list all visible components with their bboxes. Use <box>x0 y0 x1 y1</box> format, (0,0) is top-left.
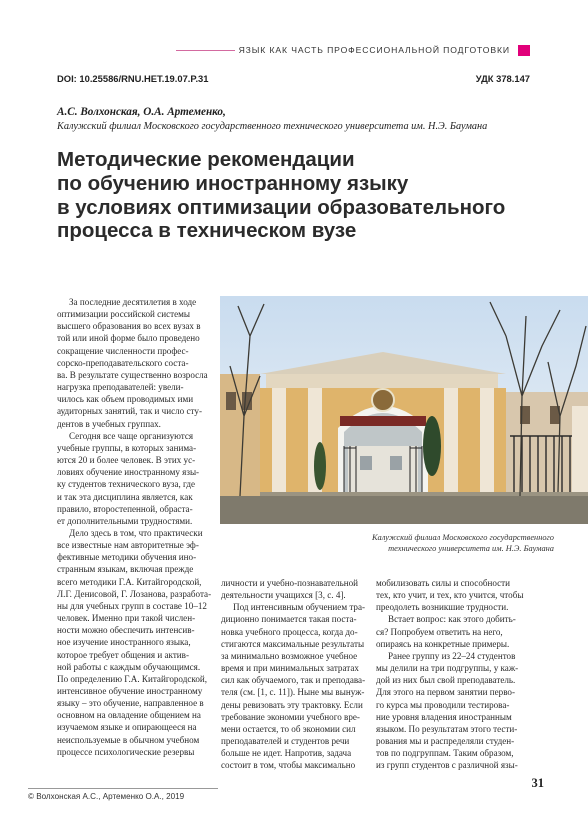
section-title: ЯЗЫК КАК ЧАСТЬ ПРОФЕССИОНАЛЬНОЙ ПОДГОТОВКИ <box>235 44 510 56</box>
text-line: нагрузка преподавателей: увели- <box>57 382 184 393</box>
text-line: учебные группы, в которых занима- <box>57 442 197 453</box>
caption-line: Калужский филиал Московского государственного <box>371 533 554 542</box>
campus-gate-photo <box>220 296 588 524</box>
text-line: правило, второстепенной, обраста- <box>57 503 193 514</box>
text-line: тов по подгруппам. Таким образом, <box>376 748 514 759</box>
text-line: ние уровня владения иностранным <box>376 711 512 722</box>
text-line: теля (см. [1, с. 11]). Ныне мы вынуж- <box>221 687 365 698</box>
section-color-square <box>518 45 530 56</box>
text-line: мобилизовать силы и способности <box>376 578 511 588</box>
text-line: мы делили на три подгруппы, у каж- <box>376 663 519 674</box>
text-line: аудиторных занятий, так и число сту- <box>57 406 202 417</box>
page-number: 31 <box>531 776 544 790</box>
text-line: ловиях обучение иностранному язы- <box>57 467 200 478</box>
text-line: сил как обучаемого, так и преподава- <box>221 675 366 686</box>
text-line: сокращение численности профес- <box>57 345 189 356</box>
text-line: ны для учебных групп в составе 10–12 <box>57 600 207 611</box>
text-line: которое требует общения и актив- <box>57 649 189 660</box>
text-line: деятельности учащихся [3, с. 4]. <box>221 590 346 601</box>
body-column-2 <box>221 577 367 772</box>
text-line: Сегодня все чаще организуются <box>69 430 194 441</box>
text-line: всего методики Г.А. Китайгородской, <box>57 576 202 587</box>
text-line: Дело здесь в том, что практически <box>69 527 203 538</box>
text-line: из групп студентов с различной язы- <box>376 760 518 771</box>
text-line: человек. Именно при такой числен- <box>57 613 196 624</box>
text-line: высшего образования во всех вузах в <box>57 321 201 332</box>
text-line: ся? Попробуем ответить на него, <box>376 626 503 637</box>
text-line: Для этого на первом занятии перво- <box>376 687 515 698</box>
text-line: преодолеть возникшие трудности. <box>376 602 509 613</box>
article-title <box>57 148 557 243</box>
caption-line: технического университета им. Н.Э. Баумана <box>388 544 554 553</box>
figure-caption <box>220 532 554 554</box>
text-line: ное изучение иностранного языка, <box>57 637 191 648</box>
text-line: чилось как объем проводимых ими <box>57 394 194 405</box>
text-line: дой из них был свой преподаватель. <box>376 675 516 686</box>
body-column-1 <box>57 296 212 758</box>
title-line: процесса в техническом вузе <box>57 219 357 243</box>
text-line: больше не идет. Напротив, задача <box>221 748 352 759</box>
text-line: изучаемом языке и опирающееся на <box>57 722 197 733</box>
text-line: Встает вопрос: как этого добить- <box>388 614 516 625</box>
text-line: требование экономии учебного вре- <box>221 711 360 722</box>
title-line: в условиях оптимизации образовательного <box>57 195 506 219</box>
affiliation: Калужский филиал Московского государственного технического университета им. Н.Э. Баумана <box>57 121 488 132</box>
text-line: опираясь на конкретные примеры. <box>376 638 510 649</box>
text-line: личности и учебно-познавательной <box>221 578 358 588</box>
text-line: все известные нам авторитетные эф- <box>57 540 199 551</box>
footer-rule <box>28 788 218 789</box>
title-line: по обучению иностранному языку <box>57 171 409 195</box>
text-line: странным языкам, включая прежде <box>57 564 194 575</box>
doi: DOI: 10.25586/RNU.HET.19.07.P.31 <box>57 73 209 84</box>
text-line: оптимизации российской системы <box>57 309 190 320</box>
text-line: ва. В результате существенно возросла <box>57 369 208 380</box>
text-line: го курса мы проводили тестирова- <box>376 699 510 710</box>
text-line: ет дополнительными трудностями. <box>57 515 193 526</box>
text-line: время и при минимальных затратах <box>221 663 359 674</box>
text-line: за минимально возможное учебное <box>221 650 358 661</box>
text-line: преподавателей и студентов речи <box>221 736 350 747</box>
text-line: Л.Г. Денисовой, Г. Лозанова, разработа- <box>57 588 212 599</box>
text-line: диционно понимается такая поста- <box>221 614 357 625</box>
text-line: тех, кто учит, и тех, кто учится, чтобы <box>376 590 524 601</box>
text-line: мени остается, то об экономии сил <box>221 723 356 734</box>
text-line: той или иной форме было проведено <box>57 333 200 344</box>
text-line: языком. По результатам этого тести- <box>376 723 518 734</box>
body-column-3 <box>376 577 534 772</box>
text-line: ной работы с каждым обучающимся. <box>57 661 201 672</box>
text-line: За последние десятилетия в ходе <box>69 297 197 307</box>
text-line: и так эта дисциплина является, как <box>57 491 193 502</box>
authors: А.С. Волхонская, О.А. Артеменко, <box>57 106 226 118</box>
text-line: основном на овладение общением на <box>57 710 201 721</box>
text-line: состоит в том, чтобы максимально <box>221 760 356 771</box>
text-line: рования мы и распределяли студен- <box>376 736 515 747</box>
text-line: процессе психологические резервы <box>57 746 195 757</box>
text-line: ности можно обеспечить интенсив- <box>57 625 195 636</box>
text-line: Под интенсивным обучением тра- <box>233 602 366 613</box>
text-line: ются 20 и более человек. В этих ус- <box>57 455 196 466</box>
text-line: интенсивное обучение иностранному <box>57 686 203 696</box>
text-line: дентов в учебных группах. <box>57 418 161 429</box>
text-line: языку – это обучение, направленное в <box>57 698 204 709</box>
text-line: сорско-преподавательского соста- <box>57 357 189 368</box>
text-line: По определению Г.А. Китайгородской, <box>57 673 208 684</box>
text-line: неиспользуемые в обычном учебном <box>57 734 200 745</box>
copyright: © Волхонская А.С., Артеменко О.А., 2019 <box>28 792 185 801</box>
text-line: новка учебного процесса, когда до- <box>221 626 358 637</box>
text-line: ку студентов технического вуза, где <box>57 479 195 490</box>
text-line: фективные методики обучения ино- <box>57 552 197 563</box>
text-line: Ранее группу из 22–24 студентов <box>388 650 516 661</box>
udk-code: УДК 378.147 <box>475 73 530 84</box>
text-line: дены ревизовать эту трактовку. Если <box>221 699 363 710</box>
title-line: Методические рекомендации <box>57 148 355 171</box>
text-line: стигаются максимальные результаты <box>221 638 365 649</box>
